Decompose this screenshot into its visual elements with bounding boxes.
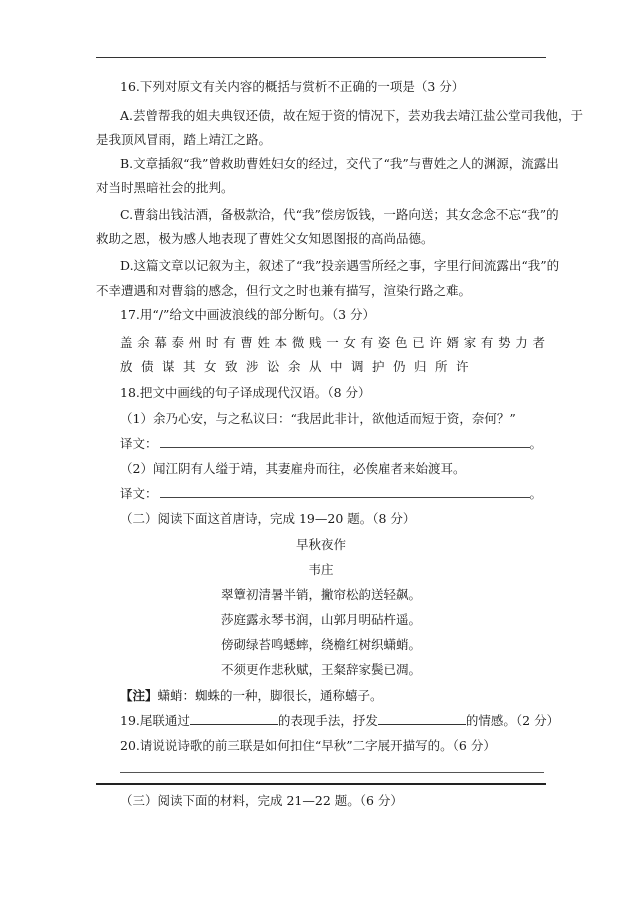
answer-label: 译文： [120, 486, 158, 501]
q16-option-b-line1: B.文章插叙“我”曾救助曹姓妇女的经过，交代了“我”与曹姓之人的渊源，流露出 [120, 156, 559, 171]
poem-title: 早秋夜作 [295, 537, 346, 552]
q17-passage-line1: 盖余幕泰州时有曹姓本微贱一女有姿色已许婿家有势力者 [120, 335, 546, 350]
q18-answer-row-2 [120, 485, 546, 503]
q19-part2: 的表现手法，抒发 [277, 713, 378, 728]
poem-note [120, 687, 546, 705]
q18-sentence-2: （2）闻江阴有人缢于靖，其妻雇舟而往，必俟雇者来始渡耳。 [120, 461, 466, 476]
q16-stem: 16.下列对原文有关内容的概括与赏析不正确的一项是（3 分） [120, 79, 465, 94]
q18-answer-row-1 [120, 435, 546, 453]
q16-option-d-line1: D.这篇文章以记叙为主，叙述了“我”投亲遇雪所经之事，字里行间流露出“我”的 [120, 258, 560, 273]
q16-option-c-line1: C.曹翁出钱沽酒，备极款洽，代“我”偿房饭钱，一路向送；其女念念不忘“我”的 [120, 207, 559, 222]
poem-author: 韦庄 [308, 562, 334, 577]
q19-part1: 19.尾联通过 [120, 713, 190, 728]
q20-stem: 20.请说说诗歌的前三联是如何扣住“早秋”二字展开描写的。（6 分） [120, 738, 496, 753]
answer-blank-1[interactable] [160, 435, 530, 448]
q19-blank-2[interactable] [378, 712, 466, 725]
q17-stem: 17.用“/”给文中画波浪线的部分断句。（3 分） [120, 307, 376, 322]
answer-label: 译文： [120, 436, 158, 451]
q16-option-b-line2: 对当时黑暗社会的批判。 [96, 180, 234, 195]
q19-part3: 的情感。（2 分） [465, 713, 560, 728]
q17-passage-line2: 放债谋其女致涉讼余从中调护仍归所许 [120, 359, 478, 374]
q19 [120, 712, 560, 730]
q20-answer-line[interactable] [120, 772, 544, 773]
q16-option-d-line2: 不幸遭遇和对曹翁的感念，但行文之时也兼有描写，渲染行路之难。 [96, 283, 472, 298]
section3-intro: （三）阅读下面的材料，完成 21—22 题。（6 分） [120, 793, 403, 808]
note-label: 【注】 [120, 688, 158, 703]
q18-sentence-1: （1）余乃心安，与之私议曰：“我居此非计，欲他适而短于资，奈何？” [120, 411, 516, 426]
answer-period: 。 [529, 436, 543, 451]
top-rule [96, 57, 546, 58]
q18-stem: 18.把文中画线的句子译成现代汉语。（8 分） [120, 385, 371, 400]
bottom-rule [96, 783, 546, 785]
q16-option-a-line2: 是我顶风冒雨，踏上靖江之路。 [96, 132, 272, 147]
poem-line-2: 莎庭露永琴书润，山郭月明砧杵遥。 [220, 612, 421, 627]
poem-line-1: 翠簟初清暑半销，撇帘松韵送轻飙。 [220, 587, 421, 602]
q16-option-c-line2: 救助之恩，极为感人地表现了曹姓父女知恩图报的高尚品德。 [96, 231, 434, 246]
poem-section-intro: （二）阅读下面这首唐诗，完成 19—20 题。（8 分） [120, 511, 416, 526]
q16-option-a-line1: A.芸曾帮我的姐夫典钗还债，故在短于资的情况下，芸劝我去靖江盐公堂司我他，于 [120, 108, 584, 123]
answer-blank-2[interactable] [160, 485, 530, 498]
q19-blank-1[interactable] [190, 712, 278, 725]
poem-line-3: 傍砌绿苔鸣蟋蟀，绕檐红树织蟏蛸。 [220, 637, 421, 652]
answer-period: 。 [529, 486, 543, 501]
poem-line-4: 不须更作悲秋赋，王粲辞家鬓已凋。 [220, 662, 421, 677]
note-text: 蟏蛸：蜘蛛的一种，脚很长，通称蟢子。 [157, 688, 383, 703]
